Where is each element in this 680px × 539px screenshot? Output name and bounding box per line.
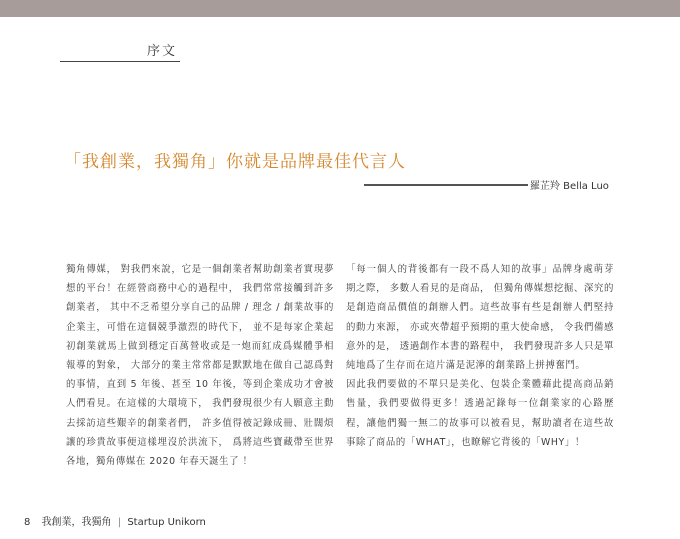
footer-separator: |	[117, 517, 122, 528]
page-number: 8	[24, 517, 31, 528]
page-footer	[24, 513, 206, 528]
footer-series-name: Startup Unikorn	[127, 517, 206, 528]
right-paragraph-1: 「每一個人的背後都有一段不爲人知的故事」品牌身處萌芽期之際， 多數人看見的是商品， 但獨角傳媒想挖掘、深究的是創造商品價值的創辦人們。這些故事有些是創辦人們堅持的動力來源， 亦或夾帶超乎預期的重大使命感， 令我們備感意外的是， 透過創作本書的路程中， 我們發現許多人只是單純地爲了生存而在這片滿是泥濘的創業路上拼搏奮鬥。	[346, 264, 614, 372]
left-paragraph: 獨角傳媒， 對我們來說，它是一個創業者幫助創業者實現夢想的平台！在經營商務中心的過程中， 我們常常接觸到許多創業者， 其中不乏希望分享自己的品牌 / 理念 / 創業故事的企業主，可惜在這個競爭激烈的時代下， 並不是每家企業起初創業就馬上做到穩定百萬營收或是一炮而紅成爲媒體爭相報導的對象， 大部分的業主常常都是默默地在做自己認爲對的事情，直到 5 年後、甚至 10 年後，等到企業成功才會被人們看見。在這樣的大環境下， 我們發現很少有人願意主動去採訪這些艱辛的創業者們， 許多值得被記錄成冊、壯闊煩讓的珍貴故事便這樣埋沒於洪流下， 爲將這些寶藏帶至世界各地，獨角傳媒在 2020 年春天誕生了 ！	[66, 264, 334, 468]
footer-book-title: 我創業，我獨角	[41, 517, 112, 528]
left-column	[66, 260, 334, 471]
byline-rule	[364, 184, 528, 186]
section-label: 序文	[147, 44, 178, 59]
article-headline: 「我創業，我獨角」你就是品牌最佳代言人	[64, 152, 406, 172]
right-paragraph-2: 因此我們要做的不單只是美化、包裝企業體藉此提高商品銷售量，我們要做得更多！透過記錄每一位創業家的心路歷程，讓他們獨一無二的故事可以被看見，幫助讀者在這些故事除了商品的「WHAT」，也瞭解它背後的「WHY」！	[346, 379, 614, 448]
right-column	[346, 260, 614, 452]
author-byline: 羅芷羚 Bella Luo	[530, 181, 609, 192]
top-color-band	[0, 0, 680, 17]
section-underline	[60, 61, 180, 62]
